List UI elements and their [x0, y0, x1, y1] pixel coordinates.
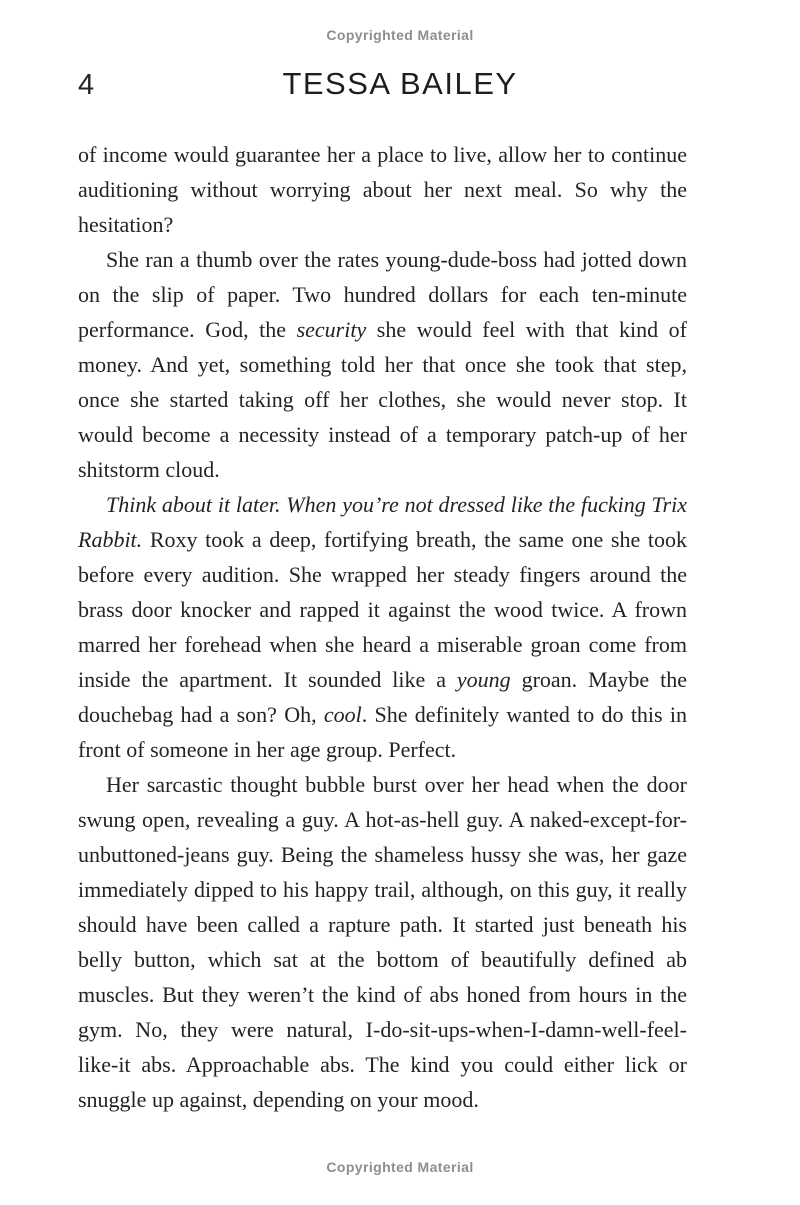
paragraph	[78, 767, 687, 1117]
running-header-author: TESSA BAILEY	[282, 66, 518, 101]
body-text-run: groan. Maybe the douchebag had a son? Oh,	[78, 667, 687, 727]
page-header	[78, 68, 722, 108]
paragraph	[78, 137, 687, 242]
body-text-run: of income would guarantee her a place to live, allow her to continue auditioning without worrying about her next meal. So why the hesitation?	[78, 142, 687, 237]
copyright-notice-bottom: Copyrighted Material	[326, 1159, 474, 1175]
copyright-notice-top: Copyrighted Material	[326, 27, 474, 43]
body-text-run: Roxy took a deep, fortifying breath, the same one she took before every audition. She wrapped her steady fingers around the brass door knocker and rapped it against the wood twice. A frown marred her forehead when she heard a miserable groan come from inside the apartment. It sounded like a	[78, 527, 687, 692]
body-text-run: Her sarcastic thought bubble burst over her head when the door swung open, revealing a guy. A hot-as-hell guy. A naked-except-for-unbuttoned-jeans guy. Being the shameless hussy she was, her gaze immediately dipped to his happy trail, although, on this guy, it really should have been called a rapture path. It started just beneath his belly button, which sat at the bottom of beautifully defined ab muscles. But they weren’t the kind of abs honed from hours in the gym. No, they were natural, I-do-sit-ups-when-I-damn-well-feel-like-it abs. Approachable abs. The kind you could either lick or snuggle up against, depending on your mood.	[78, 772, 687, 1112]
paragraph	[78, 242, 687, 487]
body-text-run: she would feel with that kind of money. And yet, something told her that once she took that step, once she started taking off her clothes, she would never stop. It would become a necessity instead of a temporary patch-up of her shitstorm cloud.	[78, 317, 687, 482]
italic-text-run: security	[296, 317, 367, 342]
page-number: 4	[78, 69, 95, 101]
body-text-run: . She definitely wanted to do this in front of someone in her age group. Perfect.	[78, 702, 687, 762]
body-text-run: She ran a thumb over the rates young-dude-boss had jotted down on the slip of paper. Two hundred dollars for each ten-minute performance. God, the	[78, 247, 687, 342]
paragraph	[78, 487, 687, 767]
page-body	[78, 137, 687, 1117]
italic-text-run: cool	[323, 702, 362, 727]
italic-text-run: Think about it later. When you’re not dressed like the fucking Trix Rabbit.	[78, 492, 687, 552]
italic-text-run: young	[456, 667, 511, 692]
